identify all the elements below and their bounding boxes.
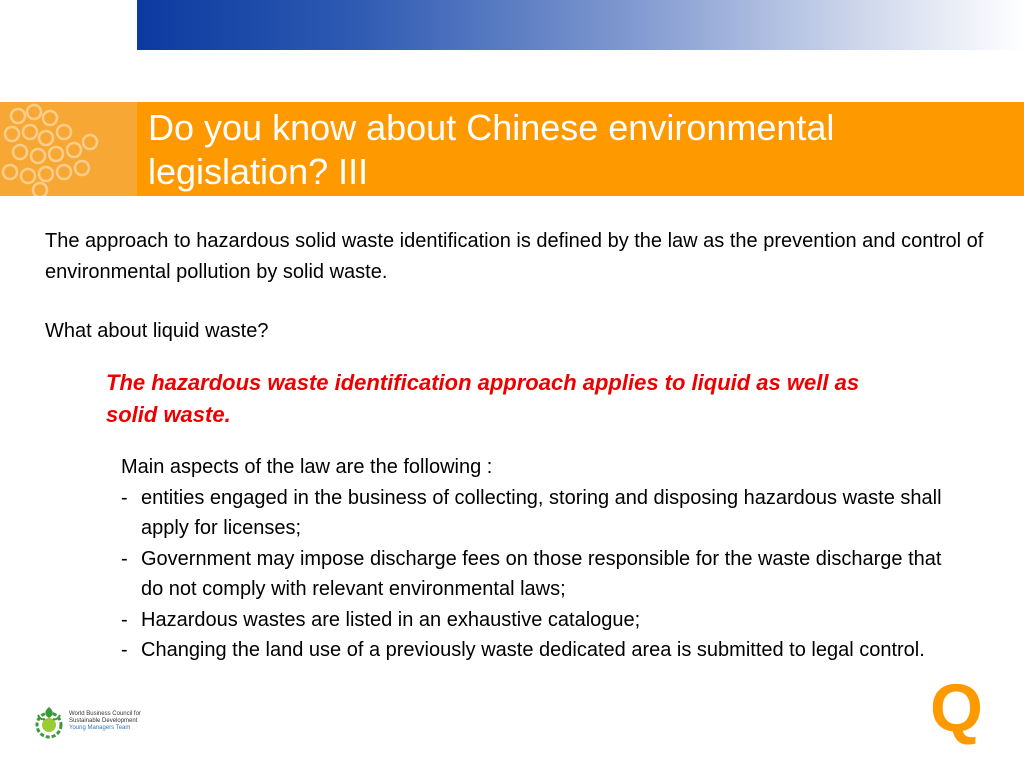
logo-line-3: Young Managers Team <box>69 725 131 731</box>
aspects-list <box>121 483 951 666</box>
intro-paragraph: The approach to hazardous solid waste identification is defined by the law as the prevention and control of environmental pollution by solid waste. <box>45 230 984 283</box>
list-item <box>121 544 951 605</box>
bullet-dash: - <box>121 608 128 631</box>
bullet-dash: - <box>121 547 128 570</box>
aspects-heading: Main aspects of the law are the following : <box>121 456 493 478</box>
list-item-text: Government may impose discharge fees on those responsible for the waste discharge that do not comply with relevant environmental laws; <box>141 547 942 600</box>
decorative-circles-icon <box>0 102 137 196</box>
corner-q-mark: Q <box>930 670 983 746</box>
bullet-dash: - <box>121 639 128 661</box>
bullet-dash: - <box>121 486 128 509</box>
list-item-text: Changing the land use of a previously waste dedicated area is submitted to legal control. <box>141 639 925 661</box>
list-item-text: Hazardous wastes are listed in an exhaustive catalogue; <box>141 608 641 631</box>
logo-line-2: Sustainable Development <box>69 718 138 724</box>
list-item-text: entities engaged in the business of collecting, storing and disposing hazardous waste shall apply for licenses; <box>141 486 942 539</box>
list-item <box>121 605 951 636</box>
top-gradient-bar <box>137 0 1024 50</box>
answer-text: The hazardous waste identification approach applies to liquid as well as solid waste. <box>106 370 860 427</box>
logo-text <box>69 711 141 732</box>
list-item <box>121 483 951 544</box>
logo-line-1: World Business Council for <box>69 711 141 717</box>
list-item <box>121 635 951 666</box>
wbcsd-globe-icon <box>32 703 66 743</box>
question-text: What about liquid waste? <box>45 320 269 342</box>
law-aspects <box>121 452 951 666</box>
wbcsd-logo <box>32 703 162 745</box>
slide-title: Do you know about Chinese environmental legislation? III <box>148 107 835 192</box>
